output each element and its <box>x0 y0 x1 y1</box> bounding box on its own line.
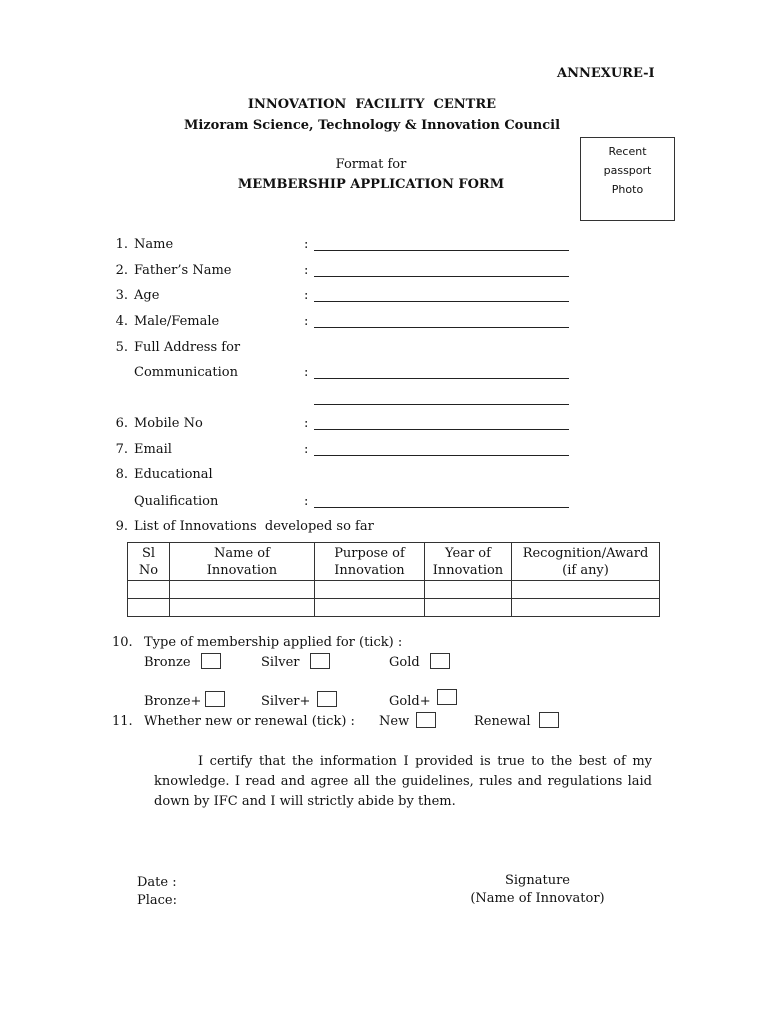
checkbox-silver[interactable] <box>310 653 330 669</box>
table-row <box>128 581 660 599</box>
header-name-of-innovation <box>170 543 315 581</box>
field-label: Male/Female <box>134 314 220 329</box>
table-cell[interactable] <box>512 599 660 617</box>
mobile-input-line[interactable] <box>314 429 569 430</box>
address-input-line-2[interactable] <box>314 404 569 405</box>
annexure-label: ANNEXURE-I <box>557 66 655 81</box>
header-line: Innovation <box>334 562 405 578</box>
field-label-continued: Communication <box>134 365 238 380</box>
table-cell[interactable] <box>315 599 425 617</box>
table-cell[interactable] <box>170 599 315 617</box>
option-label-bronze-plus: Bronze+ <box>144 694 202 709</box>
header-line: Sl <box>141 545 156 561</box>
gender-input-line[interactable] <box>314 327 569 328</box>
date-label: Date : <box>137 875 177 890</box>
checkbox-new[interactable] <box>416 712 436 728</box>
checkbox-silver-plus[interactable] <box>317 691 337 707</box>
field-number: 9. <box>115 519 128 534</box>
header-line: Innovation <box>206 562 278 578</box>
field-colon: : <box>304 416 309 431</box>
table-cell[interactable] <box>425 581 512 599</box>
field-number: 1. <box>115 237 128 252</box>
innovations-heading: List of Innovations developed so far <box>134 519 374 534</box>
field-label: Email <box>134 442 172 457</box>
field-label-continued: Qualification <box>134 494 219 509</box>
field-label: Name <box>134 237 174 252</box>
field-number: 4. <box>115 314 128 329</box>
education-input-line[interactable] <box>314 507 569 508</box>
innovator-name-label: (Name of Innovator) <box>470 891 605 906</box>
org-name: INNOVATION FACILITY CENTRE <box>247 97 497 112</box>
checkbox-bronze[interactable] <box>201 653 221 669</box>
renewal-question: Whether new or renewal (tick) : <box>144 714 355 729</box>
field-label: Mobile No <box>134 416 203 431</box>
field-number: 10. <box>112 635 133 650</box>
table-cell[interactable] <box>512 581 660 599</box>
address-input-line-1[interactable] <box>314 378 569 379</box>
council-name: Mizoram Science, Technology & Innovation Council <box>183 118 561 133</box>
field-label: Age <box>134 288 160 303</box>
table-row <box>128 599 660 617</box>
field-number: 8. <box>115 467 128 482</box>
form-title: MEMBERSHIP APPLICATION FORM <box>237 177 505 192</box>
field-number: 6. <box>115 416 128 431</box>
option-label-silver-plus: Silver+ <box>261 694 311 709</box>
header-recognition <box>512 543 660 581</box>
header-year <box>425 543 512 581</box>
checkbox-bronze-plus[interactable] <box>205 691 225 707</box>
option-label-gold-plus: Gold+ <box>389 694 431 709</box>
certification-text: I certify that the information I provided is true to the best of my knowledge. I read and agree all the guidelines, rules and regulations laid down by IFC and I will strictly abide by them. <box>154 754 652 809</box>
header-purpose <box>315 543 425 581</box>
email-input-line[interactable] <box>314 455 569 456</box>
photo-box-line: Recent <box>608 145 647 158</box>
field-colon: : <box>304 288 309 303</box>
photo-box-line: passport <box>603 164 652 177</box>
age-input-line[interactable] <box>314 301 569 302</box>
option-label-gold: Gold <box>389 655 420 670</box>
field-number: 3. <box>115 288 128 303</box>
table-cell[interactable] <box>128 581 170 599</box>
header-line: Purpose of <box>334 545 405 561</box>
field-colon: : <box>304 365 309 380</box>
field-colon: : <box>304 314 309 329</box>
header-line: Name of <box>214 545 270 561</box>
checkbox-renewal[interactable] <box>539 712 559 728</box>
field-colon: : <box>304 237 309 252</box>
table-header-row <box>128 543 660 581</box>
membership-question: Type of membership applied for (tick) : <box>144 635 403 650</box>
field-label: Educational <box>134 467 213 482</box>
field-number: 11. <box>112 714 133 729</box>
field-colon: : <box>304 494 309 509</box>
option-label-bronze: Bronze <box>144 655 191 670</box>
format-for-label: Format for <box>335 157 407 172</box>
checkbox-gold[interactable] <box>430 653 450 669</box>
innovations-table <box>127 542 660 617</box>
field-colon: : <box>304 442 309 457</box>
option-label-silver: Silver <box>261 655 300 670</box>
name-input-line[interactable] <box>314 250 569 251</box>
photo-box-line: Photo <box>611 183 644 196</box>
field-number: 5. <box>115 340 128 355</box>
field-colon: : <box>304 263 309 278</box>
signature-label: Signature <box>504 873 570 888</box>
header-sl-no <box>128 543 170 581</box>
header-line: No <box>138 562 159 578</box>
header-line: (if any) <box>562 562 609 578</box>
place-label: Place: <box>137 893 178 908</box>
header-line: Innovation <box>432 562 504 578</box>
option-label-new: New <box>379 714 410 729</box>
table-cell[interactable] <box>315 581 425 599</box>
header-line: Recognition/Award <box>522 545 649 561</box>
checkbox-gold-plus[interactable] <box>437 689 457 705</box>
field-number: 2. <box>115 263 128 278</box>
table-cell[interactable] <box>425 599 512 617</box>
field-label: Full Address for <box>134 340 241 355</box>
table-cell[interactable] <box>170 581 315 599</box>
passport-photo-box[interactable] <box>580 137 675 221</box>
option-label-renewal: Renewal <box>474 714 531 729</box>
table-cell[interactable] <box>128 599 170 617</box>
fathers-name-input-line[interactable] <box>314 276 569 277</box>
field-number: 7. <box>115 442 128 457</box>
field-label: Father’s Name <box>134 263 232 278</box>
header-line: Year of <box>445 545 491 561</box>
